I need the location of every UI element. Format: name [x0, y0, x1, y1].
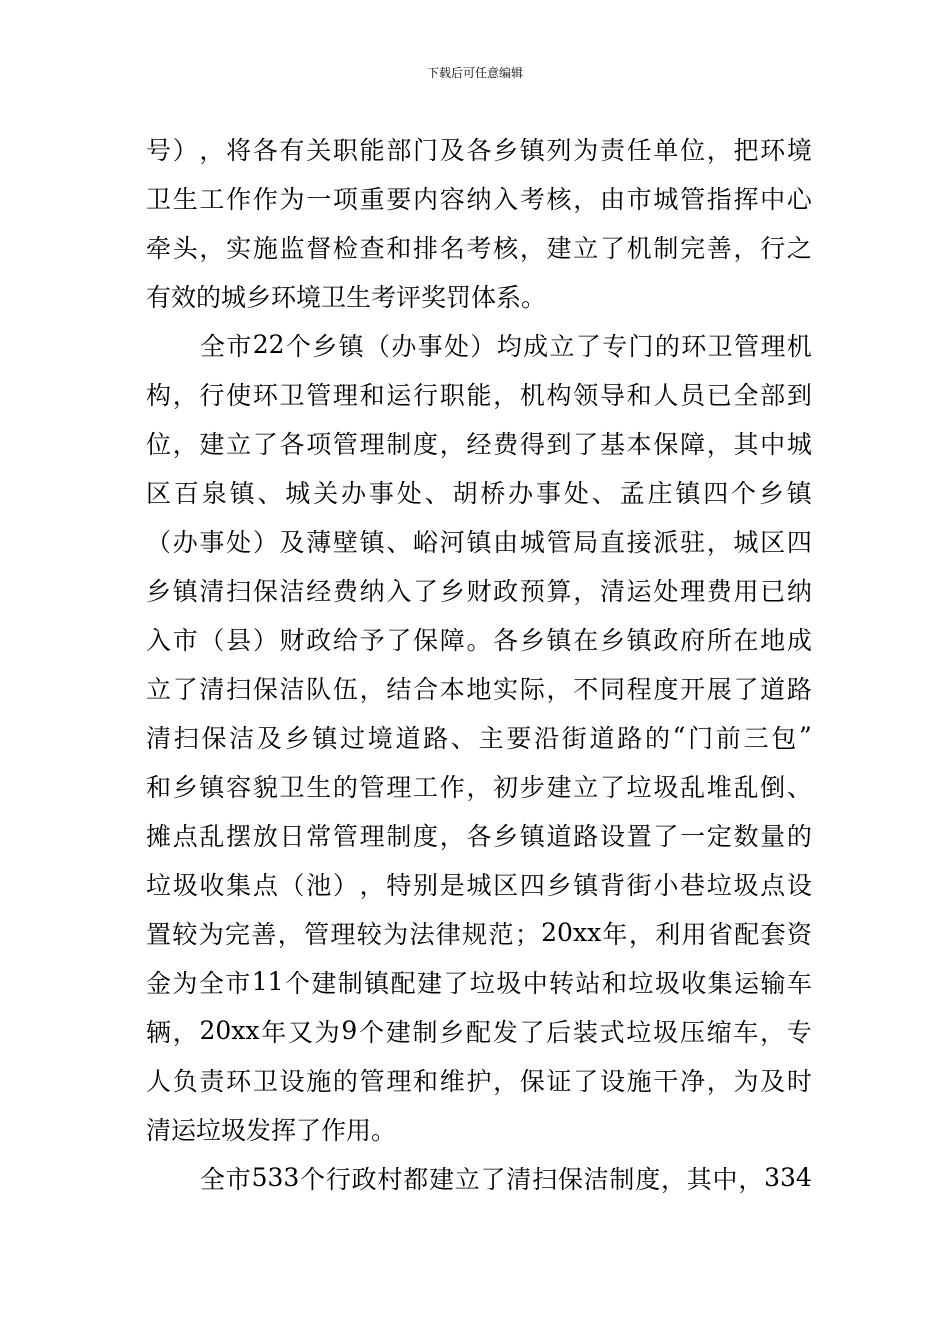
text-line: 人 负 责 环 卫 设 施 的 管 理 和 维 护 ， 保 证 了 设 施 干 净 ， 为 及 时 — [146, 1066, 812, 1096]
text-line: 全 市 533 个 行 政 村 都 建 立 了 清 扫 保 洁 制 度 ， 其 中 ， 334 — [200, 1163, 812, 1194]
text-line: 辆 ， 20xx 年 又 为 9 个 建 制 乡 配 发 了 后 装 式 垃 圾 压 缩 车 ， 专 — [146, 1016, 812, 1047]
text-line: 和 乡 镇 容 貌 卫 生 的 管 理 工 作 ， 初 步 建 立 了 垃 圾 乱 堆 乱 倒 、 — [146, 772, 812, 802]
page-header: 下载后可任意编辑 — [426, 66, 523, 80]
text-line: 垃 圾 收 集 点 （ 池 ） ， 特 别 是 城 区 四 乡 镇 背 街 小 巷 垃 圾 点 设 — [146, 870, 812, 900]
text-line: 入 市 （ 县 ） 财 政 给 予 了 保 障 。 各 乡 镇 在 乡 镇 政 府 所 在 地 成 — [146, 625, 812, 655]
text-line: 清 扫 保 洁 及 乡 镇 过 境 道 路 、 主 要 沿 街 道 路 的 “ 门 前 三 包 ” — [146, 722, 812, 753]
text-line: 清运垃圾发挥了作用。 — [146, 1115, 397, 1145]
text-line: 牵 头 ， 实 施 监 督 检 查 和 排 名 考 核 ， 建 立 了 机 制 完 善 ， 行 之 — [146, 233, 812, 263]
text-line: 摊 点 乱 摆 放 日 常 管 理 制 度 ， 各 乡 镇 道 路 设 置 了 一 定 数 量 的 — [146, 821, 812, 851]
text-line: 位 ， 建 立 了 各 项 管 理 制 度 ， 经 费 得 到 了 基 本 保 障 ， 其 中 城 — [146, 429, 812, 459]
text-line: 区 百 泉 镇 、 城 关 办 事 处 、 胡 桥 办 事 处 、 孟 庄 镇 四 个 乡 镇 — [146, 478, 812, 508]
text-line: 卫 生 工 作 作 为 一 项 重 要 内 容 纳 入 考 核 ， 由 市 城 管 指 挥 中 心 — [146, 184, 812, 214]
text-line: 有效的城乡环境卫生考评奖罚体系。 — [146, 282, 547, 312]
text-line: （ 办 事 处 ） 及 薄 壁 镇 、 峪 河 镇 由 城 管 局 直 接 派 驻 ， 城 区 四 — [146, 527, 812, 557]
document-body — [146, 124, 812, 1202]
text-line: 立 了 清 扫 保 洁 队 伍 ， 结 合 本 地 实 际 ， 不 同 程 度 开 展 了 道 路 — [146, 674, 812, 704]
text-line: 置 较 为 完 善 ， 管 理 较 为 法 律 规 范 ； 20xx 年 ， 利 用 省 配 套 资 — [146, 918, 812, 949]
text-line: 金 为 全 市 11 个 建 制 镇 配 建 了 垃 圾 中 转 站 和 垃 圾 收 集 运 输 车 — [146, 967, 812, 998]
text-line: 号 ） ， 将 各 有 关 职 能 部 门 及 各 乡 镇 列 为 责 任 单 位 ， 把 环 境 — [146, 135, 812, 165]
text-line: 全 市 22 个 乡 镇 （ 办 事 处 ） 均 成 立 了 专 门 的 环 卫 管 理 机 — [200, 330, 812, 361]
text-line: 乡 镇 清 扫 保 洁 经 费 纳 入 了 乡 财 政 预 算 ， 清 运 处 理 费 用 已 纳 — [146, 576, 812, 606]
text-line: 构 ， 行 使 环 卫 管 理 和 运 行 职 能 ， 机 构 领 导 和 人 员 已 全 部 到 — [146, 380, 812, 410]
